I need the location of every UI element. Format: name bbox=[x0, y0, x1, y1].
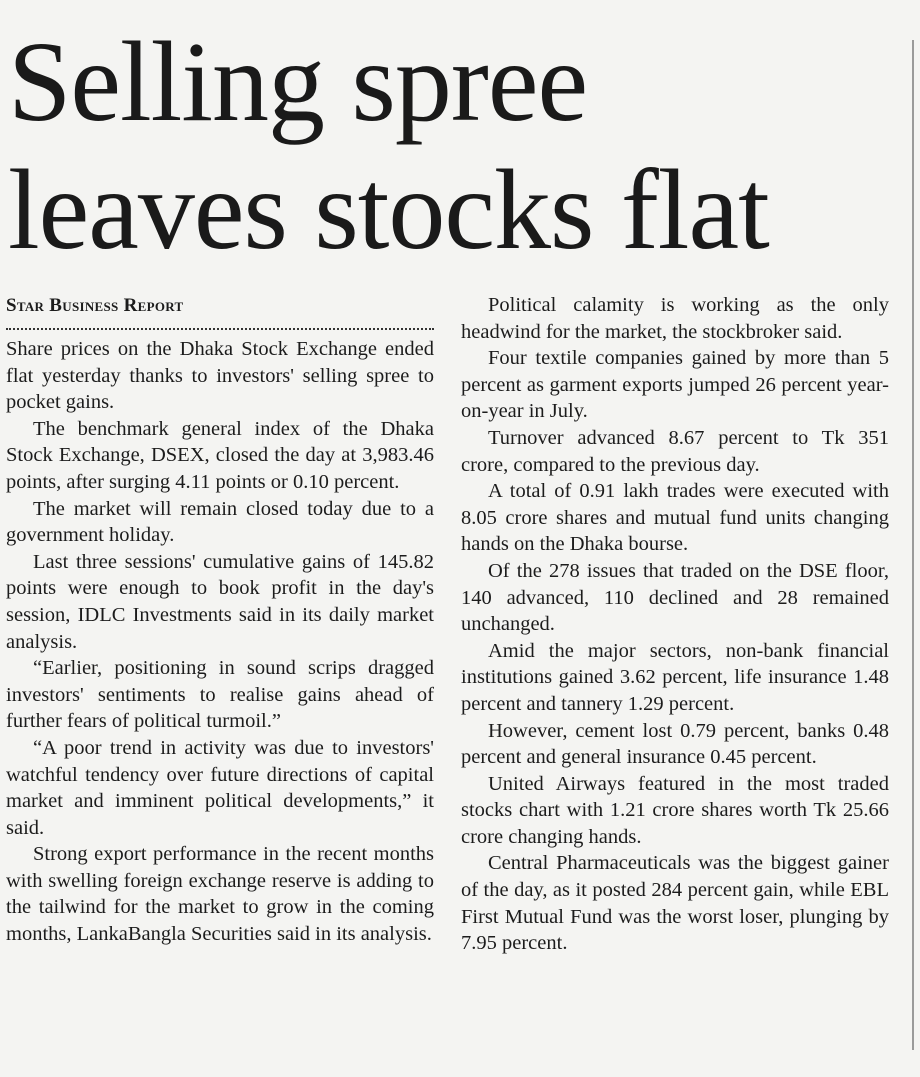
left-column bbox=[6, 292, 434, 948]
paragraph: The market will remain closed today due to a government holiday. bbox=[6, 497, 434, 547]
paragraph: “Earlier, positioning in sound scrips dragged investors' sentiments to realise gains ahead of further fears of political turmoil.” bbox=[6, 657, 434, 733]
headline bbox=[8, 18, 908, 274]
paragraph: Last three sessions' cumulative gains of 145.82 points were enough to book profit in the day's session, IDLC Investments said in its daily market analysis. bbox=[6, 550, 434, 653]
paragraph: “A poor trend in activity was due to investors' watchful tendency over future directions of capital market and imminent political developments,” it said. bbox=[6, 736, 434, 839]
paragraph: Turnover advanced 8.67 percent to Tk 351 crore, compared to the previous day. bbox=[461, 426, 889, 476]
paragraph: Political calamity is working as the only headwind for the market, the stockbroker said. bbox=[461, 294, 889, 343]
byline: Star Business Report bbox=[6, 295, 184, 316]
paragraph: Strong export performance in the recent months with swelling foreign exchange reserve is adding to the tailwind for the market to grow in the coming months, LankaBangla Securities said in its analysis. bbox=[6, 843, 434, 946]
paragraph: Central Pharmaceuticals was the biggest gainer of the day, as it posted 284 percent gain, while EBL First Mutual Fund was the worst loser, plunging by 7.95 percent. bbox=[461, 852, 889, 955]
paragraph: Four textile companies gained by more than 5 percent as garment exports jumped 26 percent year-on-year in July. bbox=[461, 347, 889, 423]
paragraph: United Airways featured in the most traded stocks chart with 1.21 crore shares worth Tk 25.66 crore changing hands. bbox=[461, 772, 889, 848]
byline-divider bbox=[6, 328, 434, 330]
paragraph: Share prices on the Dhaka Stock Exchange ended flat yesterday thanks to investors' selling spree to pocket gains. bbox=[6, 338, 434, 414]
right-column bbox=[461, 292, 889, 957]
headline-line-1: Selling spree bbox=[8, 18, 588, 145]
paragraph: The benchmark general index of the Dhaka Stock Exchange, DSEX, closed the day at 3,983.46 points, after surging 4.11 points or 0.10 percent. bbox=[6, 417, 434, 493]
headline-line-2: leaves stocks flat bbox=[8, 146, 769, 273]
paragraph: Amid the major sectors, non-bank financial institutions gained 3.62 percent, life insurance 1.48 percent and tannery 1.29 percent. bbox=[461, 639, 889, 715]
paragraph: A total of 0.91 lakh trades were executed with 8.05 crore shares and mutual fund units changing hands on the Dhaka bourse. bbox=[461, 480, 889, 556]
column-rule bbox=[912, 40, 914, 1050]
paragraph: However, cement lost 0.79 percent, banks 0.48 percent and general insurance 0.45 percent. bbox=[461, 719, 889, 769]
paragraph: Of the 278 issues that traded on the DSE floor, 140 advanced, 110 declined and 28 remained unchanged. bbox=[461, 559, 889, 636]
